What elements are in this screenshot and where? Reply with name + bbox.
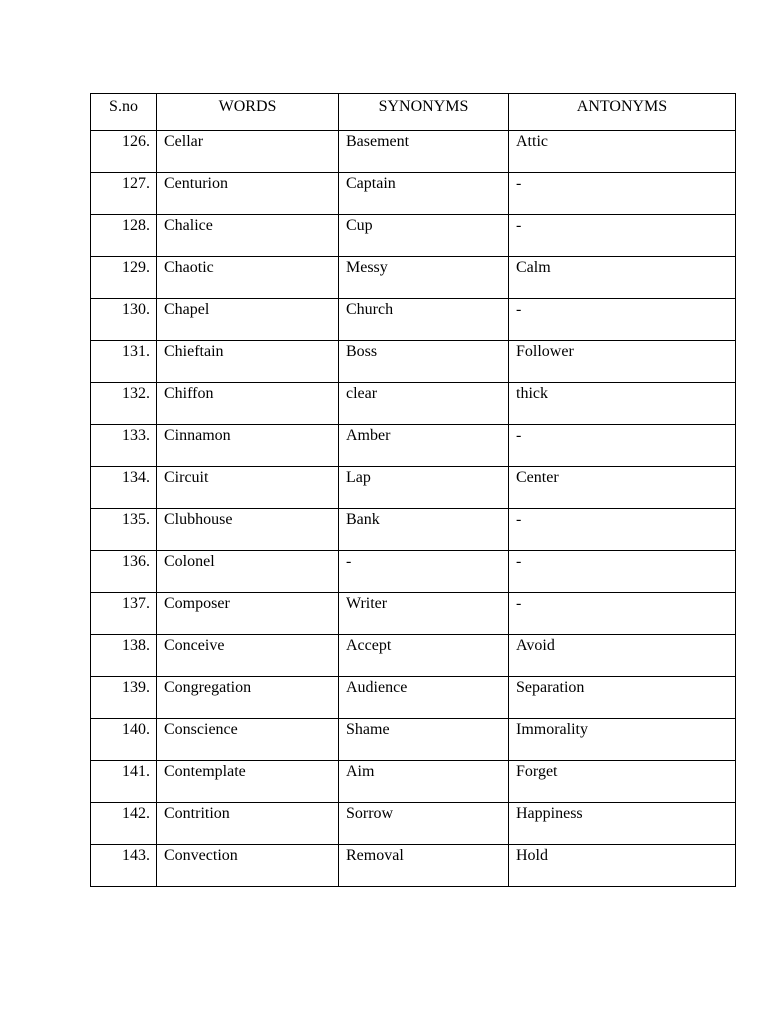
table-row <box>91 215 736 257</box>
table-row <box>91 425 736 467</box>
sno-cell: 135. <box>91 509 157 551</box>
vocabulary-table <box>90 93 736 887</box>
synonym-cell: Accept <box>339 635 509 677</box>
table-header <box>91 94 736 131</box>
word-cell: Convection <box>157 845 339 887</box>
sno-cell: 136. <box>91 551 157 593</box>
antonym-cell: Forget <box>509 761 736 803</box>
word-cell: Cellar <box>157 131 339 173</box>
sno-cell: 128. <box>91 215 157 257</box>
table-row <box>91 509 736 551</box>
antonym-cell: - <box>509 593 736 635</box>
table-row <box>91 677 736 719</box>
table-row <box>91 131 736 173</box>
antonym-cell: Happiness <box>509 803 736 845</box>
synonym-cell: Boss <box>339 341 509 383</box>
word-cell: Chiffon <box>157 383 339 425</box>
antonym-cell: Immorality <box>509 719 736 761</box>
sno-cell: 127. <box>91 173 157 215</box>
sno-cell: 139. <box>91 677 157 719</box>
word-cell: Conscience <box>157 719 339 761</box>
antonym-cell: Hold <box>509 845 736 887</box>
word-cell: Chieftain <box>157 341 339 383</box>
synonym-cell: clear <box>339 383 509 425</box>
antonym-cell: Center <box>509 467 736 509</box>
word-cell: Cinnamon <box>157 425 339 467</box>
synonym-cell: Lap <box>339 467 509 509</box>
table-row <box>91 383 736 425</box>
antonym-cell: Follower <box>509 341 736 383</box>
table-row <box>91 173 736 215</box>
word-cell: Contemplate <box>157 761 339 803</box>
header-words: WORDS <box>157 94 339 131</box>
synonym-cell: Amber <box>339 425 509 467</box>
synonym-cell: Basement <box>339 131 509 173</box>
synonym-cell: Sorrow <box>339 803 509 845</box>
synonym-cell: Church <box>339 299 509 341</box>
table-row <box>91 257 736 299</box>
word-cell: Conceive <box>157 635 339 677</box>
antonym-cell: Separation <box>509 677 736 719</box>
word-cell: Chaotic <box>157 257 339 299</box>
antonym-cell: - <box>509 215 736 257</box>
synonym-cell: Messy <box>339 257 509 299</box>
word-cell: Chalice <box>157 215 339 257</box>
sno-cell: 142. <box>91 803 157 845</box>
word-cell: Congregation <box>157 677 339 719</box>
header-synonyms: SYNONYMS <box>339 94 509 131</box>
word-cell: Chapel <box>157 299 339 341</box>
antonym-cell: thick <box>509 383 736 425</box>
sno-cell: 130. <box>91 299 157 341</box>
header-sno: S.no <box>91 94 157 131</box>
synonym-cell: Shame <box>339 719 509 761</box>
antonym-cell: Avoid <box>509 635 736 677</box>
word-cell: Composer <box>157 593 339 635</box>
word-cell: Clubhouse <box>157 509 339 551</box>
table-body <box>91 131 736 887</box>
table-row <box>91 551 736 593</box>
sno-cell: 138. <box>91 635 157 677</box>
sno-cell: 141. <box>91 761 157 803</box>
synonym-cell: Captain <box>339 173 509 215</box>
header-antonyms: ANTONYMS <box>509 94 736 131</box>
table-row <box>91 467 736 509</box>
synonym-cell: Writer <box>339 593 509 635</box>
antonym-cell: - <box>509 173 736 215</box>
sno-cell: 131. <box>91 341 157 383</box>
synonym-cell: Bank <box>339 509 509 551</box>
sno-cell: 133. <box>91 425 157 467</box>
sno-cell: 129. <box>91 257 157 299</box>
synonym-cell: Audience <box>339 677 509 719</box>
table-row <box>91 761 736 803</box>
table-row <box>91 299 736 341</box>
sno-cell: 137. <box>91 593 157 635</box>
table-row <box>91 803 736 845</box>
synonym-cell: Aim <box>339 761 509 803</box>
table-row <box>91 635 736 677</box>
word-cell: Colonel <box>157 551 339 593</box>
antonym-cell: - <box>509 425 736 467</box>
antonym-cell: Attic <box>509 131 736 173</box>
table-row <box>91 593 736 635</box>
sno-cell: 140. <box>91 719 157 761</box>
synonym-cell: - <box>339 551 509 593</box>
antonym-cell: - <box>509 509 736 551</box>
antonym-cell: Calm <box>509 257 736 299</box>
antonym-cell: - <box>509 551 736 593</box>
word-cell: Circuit <box>157 467 339 509</box>
synonym-cell: Removal <box>339 845 509 887</box>
sno-cell: 143. <box>91 845 157 887</box>
sno-cell: 126. <box>91 131 157 173</box>
sno-cell: 134. <box>91 467 157 509</box>
antonym-cell: - <box>509 299 736 341</box>
word-cell: Contrition <box>157 803 339 845</box>
table-row <box>91 845 736 887</box>
sno-cell: 132. <box>91 383 157 425</box>
synonym-cell: Cup <box>339 215 509 257</box>
table-row <box>91 719 736 761</box>
header-row <box>91 94 736 131</box>
word-cell: Centurion <box>157 173 339 215</box>
table-row <box>91 341 736 383</box>
